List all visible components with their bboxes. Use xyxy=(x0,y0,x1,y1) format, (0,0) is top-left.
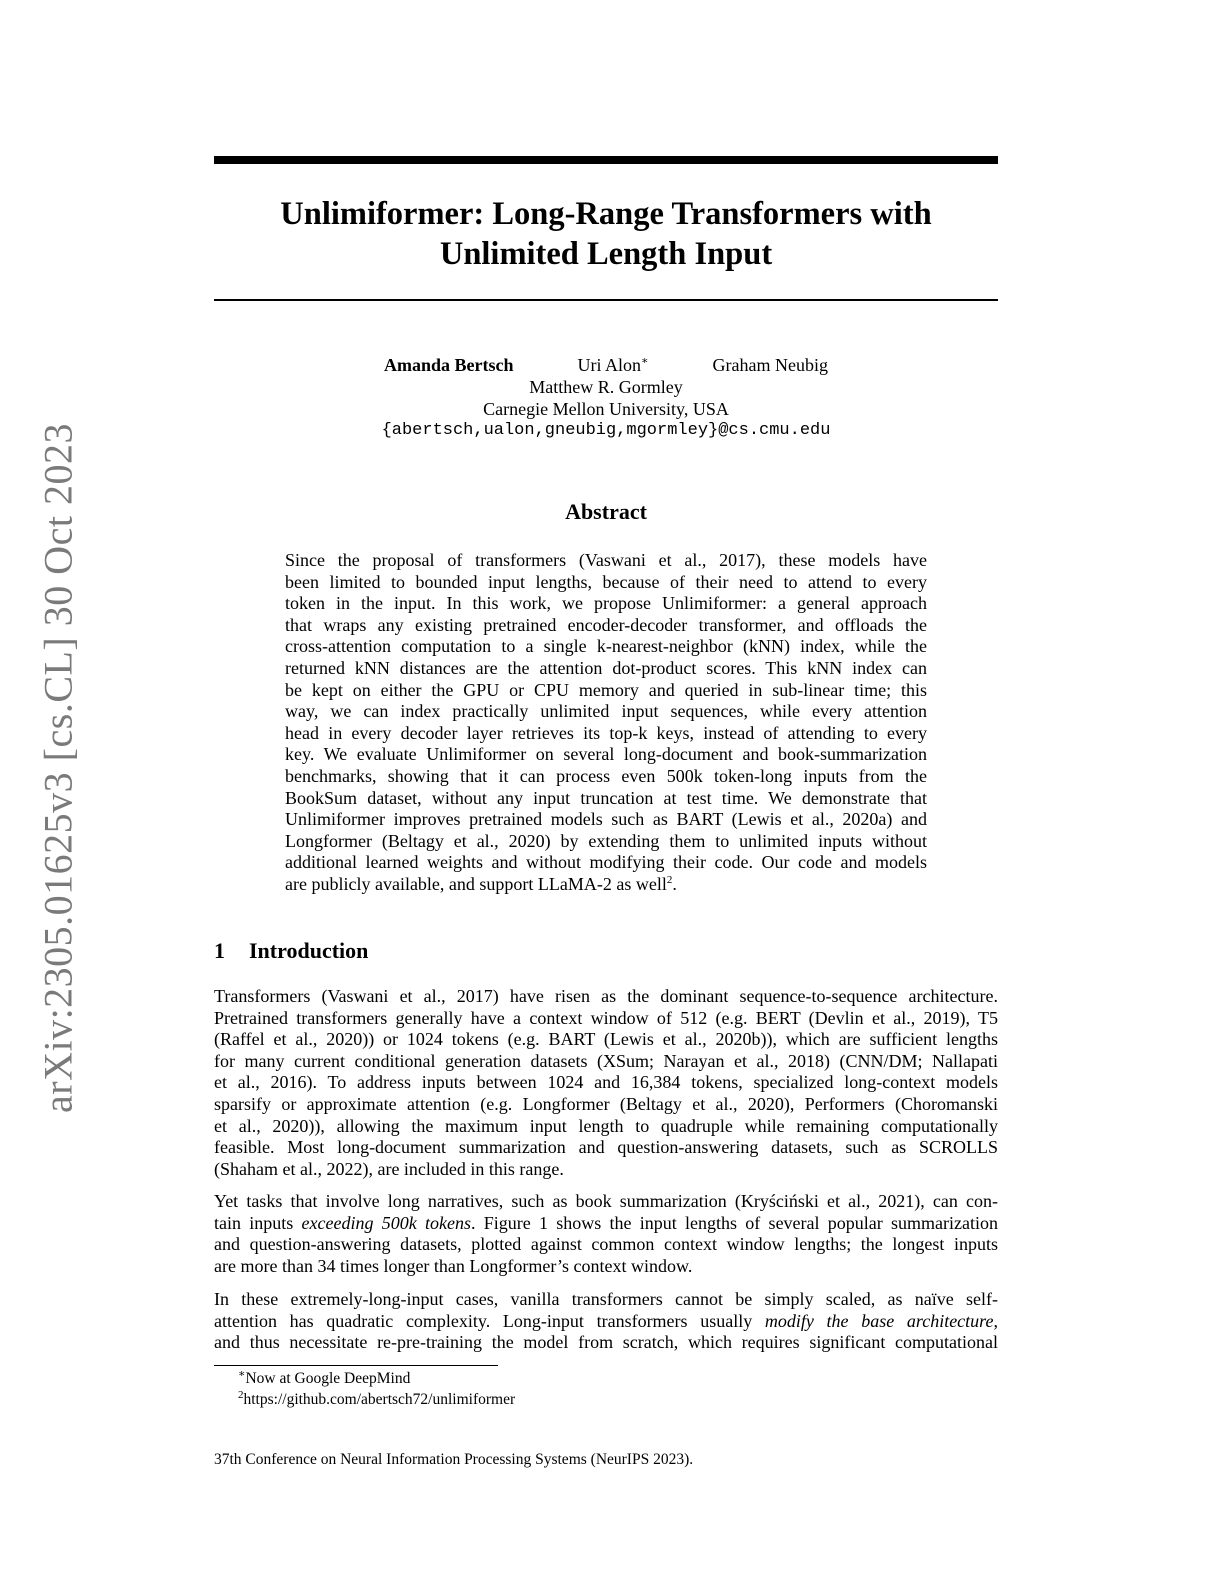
title-top-rule xyxy=(214,156,998,164)
abstract-line-text: are publicly available, and support LLaMA-2 as well xyxy=(285,873,667,894)
abstract-line: way, we can index practically unlimited input sequences, while every attention xyxy=(285,701,927,722)
abstract-line: BookSum dataset, without any input truncation at test time. We demonstrate that xyxy=(285,787,927,808)
body-line-mixed xyxy=(214,1213,998,1235)
author-name: Matthew R. Gormley xyxy=(529,377,683,397)
body-line: sparsify or approximate attention (e.g. Longformer (Beltagy et al., 2020), Performers (Choromanski xyxy=(214,1093,998,1114)
arxiv-stamp: arXiv:2305.01625v3 [cs.CL] 30 Oct 2023 xyxy=(35,422,81,1114)
section-heading xyxy=(214,937,368,965)
abstract-line: key. We evaluate Unlimiformer on several long-document and book-summarization xyxy=(285,744,927,765)
abstract-body xyxy=(285,550,927,896)
section-number: 1 xyxy=(214,938,225,963)
body-line: for many current conditional generation datasets (XSum; Narayan et al., 2018) (CNN/DM; Nallapati xyxy=(214,1050,998,1071)
author-block xyxy=(214,354,998,442)
body-line: In these extremely-long-input cases, vanilla transformers cannot be simply scaled, as naïve self- xyxy=(214,1289,998,1309)
affiliation: Carnegie Mellon University, USA xyxy=(483,399,729,419)
body-text: , xyxy=(993,1310,999,1331)
body-text: tain inputs xyxy=(214,1212,302,1233)
body-line: Yet tasks that involve long narratives, such as book summarization (Kryściński et al., 2021), can con- xyxy=(214,1191,998,1211)
abstract-line: returned kNN distances are the attention dot-product scores. This kNN index can xyxy=(285,657,927,678)
abstract-line: been limited to bounded input lengths, because of their need to attend to every xyxy=(285,571,927,592)
paragraph-1 xyxy=(214,986,998,1180)
author-name: Amanda Bertsch xyxy=(384,355,514,375)
body-line: (Shaham et al., 2022), are included in this range. xyxy=(214,1158,564,1179)
footnote-rule xyxy=(214,1365,498,1366)
body-text: attention has quadratic complexity. Long-input transformers usually xyxy=(214,1310,765,1331)
abstract-heading: Abstract xyxy=(565,499,647,524)
footnote-mark: ∗ xyxy=(641,355,649,367)
abstract-line: Since the proposal of transformers (Vaswani et al., 2017), these models have xyxy=(285,550,927,570)
body-text: . Figure 1 shows the input lengths of several popular summarization xyxy=(470,1212,999,1233)
body-line: Pretrained transformers generally have a context window of 512 (e.g. BERT (Devlin et al., 2019), T5 xyxy=(214,1007,998,1028)
footnote-mark: 2 xyxy=(666,873,673,886)
abstract-line: be kept on either the GPU or CPU memory and queried in sub-linear time; this xyxy=(285,679,927,700)
section-title: Introduction xyxy=(249,938,369,963)
body-line: (Raffel et al., 2020)) or 1024 tokens (e.g. BART (Lewis et al., 2020b)), which are sufficient lengths xyxy=(214,1029,998,1050)
body-line: Transformers (Vaswani et al., 2017) have risen as the dominant sequence-to-sequence architecture. xyxy=(214,986,998,1006)
author-row xyxy=(214,354,998,376)
title-line-2: Unlimited Length Input xyxy=(439,236,773,272)
body-line: and question-answering datasets, plotted against common context window lengths; the longest inputs xyxy=(214,1234,998,1255)
body-line-mixed xyxy=(214,1311,998,1333)
abstract-line: head in every decoder layer retrieves its top-k keys, instead of attending to every xyxy=(285,722,927,743)
abstract-end-punct: . xyxy=(672,873,677,894)
title-line-1: Unlimiformer: Long-Range Transformers with xyxy=(280,196,932,232)
footnote-link[interactable]: https://github.com/abertsch72/unlimiformer xyxy=(243,1391,516,1408)
abstract-line: Unlimiformer improves pretrained models such as BART (Lewis et al., 2020a) and xyxy=(285,809,927,830)
abstract-line: cross-attention computation to a single k-nearest-neighbor (kNN) index, while the xyxy=(285,636,927,657)
body-line: et al., 2020)), allowing the maximum input length to quadruple while remaining computationally xyxy=(214,1115,998,1136)
abstract-line: Longformer (Beltagy et al., 2020) by extending them to unlimited inputs without xyxy=(285,830,927,851)
paragraph-2 xyxy=(214,1191,998,1277)
paragraph-3 xyxy=(214,1289,998,1354)
abstract-line: benchmarks, showing that it can process even 500k token-long inputs from the xyxy=(285,765,927,786)
body-line: are more than 34 times longer than Longformer’s context window. xyxy=(214,1255,693,1276)
footnote-text: Now at Google DeepMind xyxy=(245,1370,411,1387)
author-name: Uri Alon xyxy=(577,355,642,375)
abstract-last-line xyxy=(285,874,927,896)
abstract-line: token in the input. In this work, we propose Unlimiformer: a general approach xyxy=(285,593,927,614)
author-name: Graham Neubig xyxy=(712,355,828,375)
paper-title xyxy=(214,194,998,274)
emphasis-text: exceeding 500k tokens xyxy=(301,1212,471,1233)
footnote xyxy=(238,1390,515,1410)
venue-note: 37th Conference on Neural Information Processing Systems (NeurIPS 2023). xyxy=(214,1451,694,1468)
body-line: feasible. Most long-document summarization and question-answering datasets, such as SCROLLS xyxy=(214,1137,998,1158)
footnote-mark: ∗ xyxy=(238,1367,246,1380)
abstract-line: that wraps any existing pretrained encoder-decoder transformer, and offloads the xyxy=(285,614,927,635)
title-bottom-rule xyxy=(214,299,998,301)
author-emails: {abertsch,ualon,gneubig,mgormley}@cs.cmu.edu xyxy=(381,421,831,440)
footnote xyxy=(238,1369,410,1389)
body-line: and thus necessitate re-pre-training the model from scratch, which requires significant computational xyxy=(214,1332,998,1353)
body-line: et al., 2016). To address inputs between 1024 and 16,384 tokens, specialized long-context models xyxy=(214,1072,998,1093)
emphasis-text: modify the base architecture xyxy=(764,1310,994,1331)
abstract-line: additional learned weights and without modifying their code. Our code and models xyxy=(285,852,927,873)
footnote-mark: 2 xyxy=(238,1388,244,1401)
